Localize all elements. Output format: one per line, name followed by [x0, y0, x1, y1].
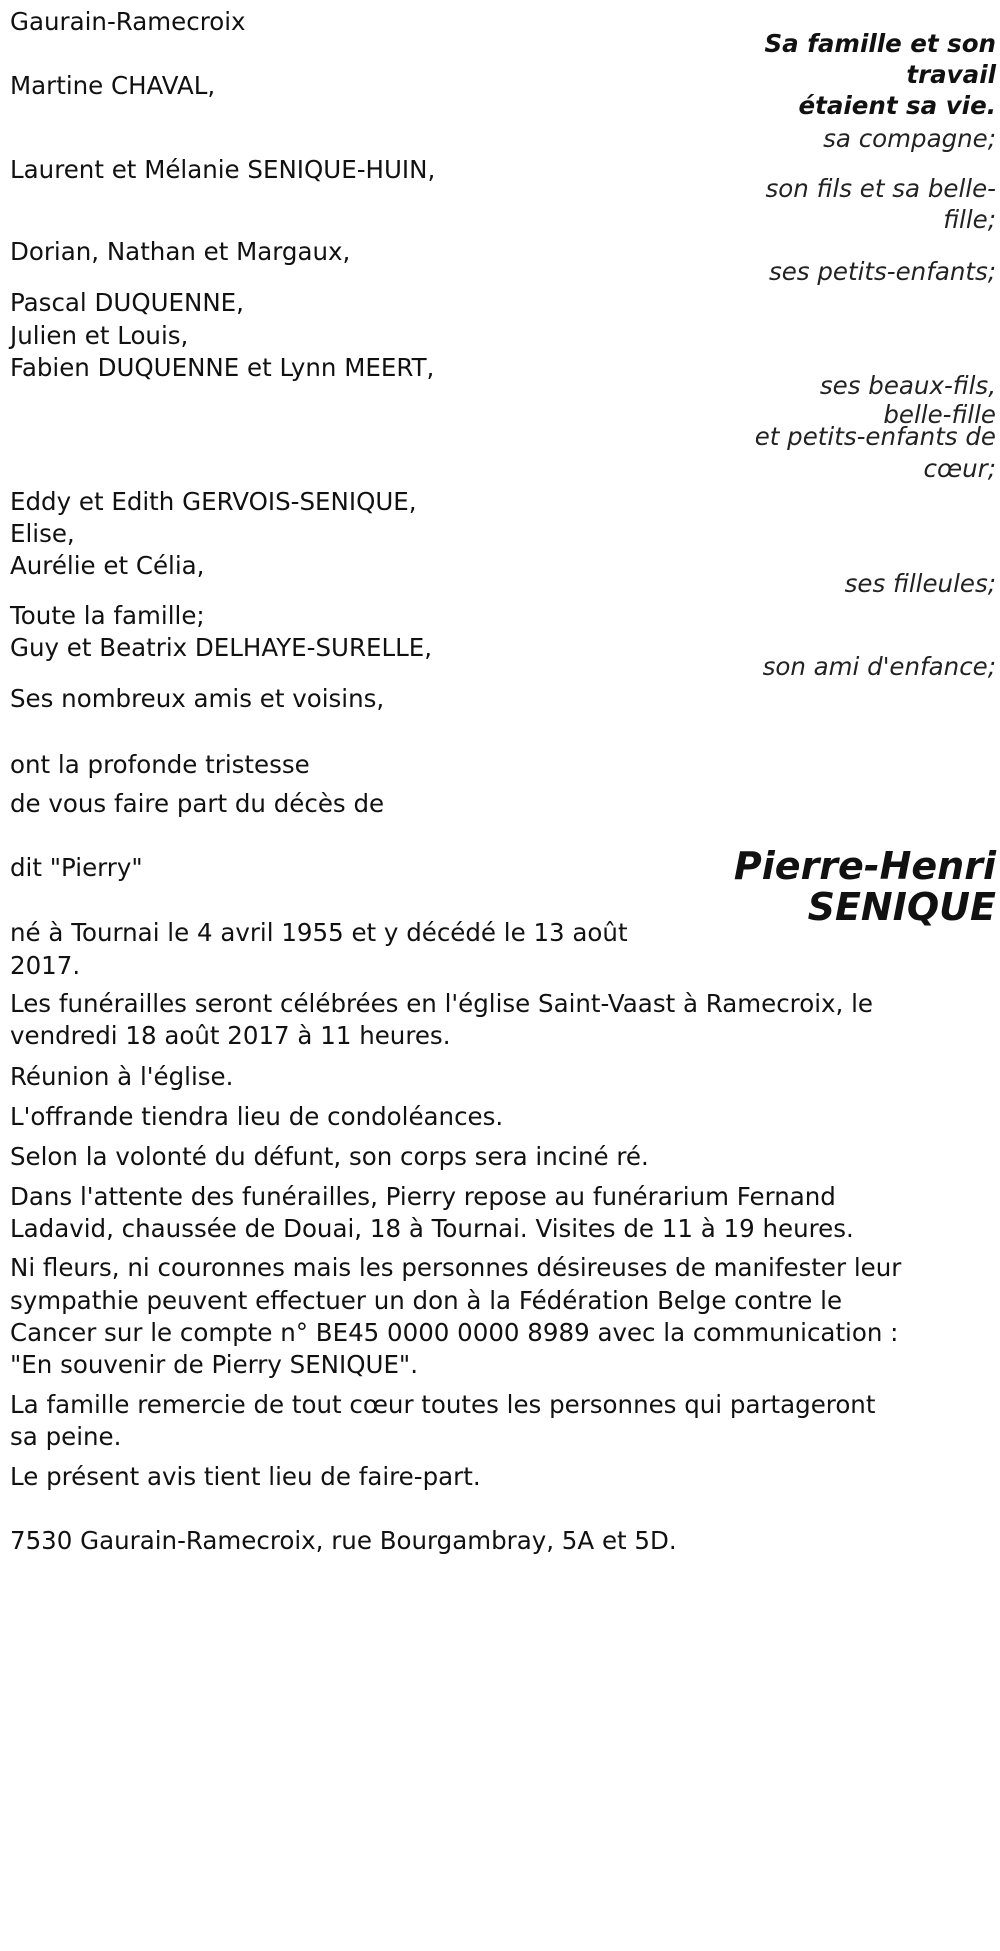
paragraph-line: sympathie peuvent effectuer un don à la Fédération Belge contre le [10, 1286, 843, 1315]
paragraph-line: sa peine. [10, 1422, 122, 1451]
family-name: Toute la famille; [10, 601, 205, 630]
paragraph-line: Cancer sur le compte n° BE45 0000 0000 8989 avec la communication : [10, 1318, 899, 1347]
family-name: Eddy et Edith GERVOIS-SENIQUE, [10, 487, 417, 516]
deceased-name: Pierre-Henri [733, 844, 996, 888]
paragraph-line: La famille remercie de tout cœur toutes les personnes qui partageront [10, 1390, 876, 1419]
family-relation: et petits-enfants de [754, 422, 996, 451]
announce-line: ont la profonde tristesse [10, 750, 310, 779]
place-heading: Gaurain-Ramecroix [10, 7, 246, 36]
family-name: Julien et Louis, [10, 321, 189, 350]
announce-line: de vous faire part du décès de [10, 789, 385, 818]
paragraph-line: L'offrande tiendra lieu de condoléances. [10, 1102, 504, 1131]
deceased-name: SENIQUE [807, 885, 996, 929]
motto-line: travail [906, 60, 996, 89]
family-relation: son ami d'enfance; [762, 652, 996, 681]
nickname: dit "Pierry" [10, 853, 143, 882]
family-relation: ses petits-enfants; [768, 257, 996, 286]
paragraph-line: Réunion à l'église. [10, 1062, 234, 1091]
family-name: Fabien DUQUENNE et Lynn MEERT, [10, 353, 435, 382]
birth-line: né à Tournai le 4 avril 1955 et y décédé le 13 août [10, 918, 628, 947]
family-relation: ses filleules; [844, 569, 996, 598]
family-name: Ses nombreux amis et voisins, [10, 684, 385, 713]
paragraph-line: Ladavid, chaussée de Douai, 18 à Tournai. Visites de 11 à 19 heures. [10, 1214, 854, 1243]
family-name: Laurent et Mélanie SENIQUE-HUIN, [10, 155, 436, 184]
paragraph-line: Le présent avis tient lieu de faire-part. [10, 1462, 481, 1491]
paragraph-line: Selon la volonté du défunt, son corps sera inciné ré. [10, 1142, 649, 1171]
paragraph-line: "En souvenir de Pierry SENIQUE". [10, 1350, 418, 1379]
family-name: Guy et Beatrix DELHAYE-SURELLE, [10, 633, 433, 662]
family-relation: cœur; [923, 454, 996, 483]
family-name: Pascal DUQUENNE, [10, 288, 244, 317]
motto-line: étaient sa vie. [798, 91, 996, 120]
birth-line: 2017. [10, 951, 81, 980]
paragraph-line: vendredi 18 août 2017 à 11 heures. [10, 1021, 451, 1050]
family-name: Aurélie et Célia, [10, 551, 205, 580]
paragraph-line: Les funérailles seront célébrées en l'église Saint-Vaast à Ramecroix, le [10, 989, 873, 1018]
family-name: Dorian, Nathan et Margaux, [10, 237, 351, 266]
family-relation: belle-fille [883, 400, 996, 429]
address: 7530 Gaurain-Ramecroix, rue Bourgambray, 5A et 5D. [10, 1526, 677, 1555]
paragraph-line: Dans l'attente des funérailles, Pierry repose au funérarium Fernand [10, 1182, 836, 1211]
family-name: Elise, [10, 519, 75, 548]
family-relation: son fils et sa belle- [765, 174, 996, 203]
family-name: Martine CHAVAL, [10, 71, 216, 100]
family-relation: sa compagne; [823, 124, 996, 153]
family-relation: ses beaux-fils, [819, 371, 996, 400]
paragraph-line: Ni fleurs, ni couronnes mais les personnes désireuses de manifester leur [10, 1253, 902, 1282]
motto-line: Sa famille et son [764, 29, 996, 58]
family-relation: fille; [943, 205, 996, 234]
